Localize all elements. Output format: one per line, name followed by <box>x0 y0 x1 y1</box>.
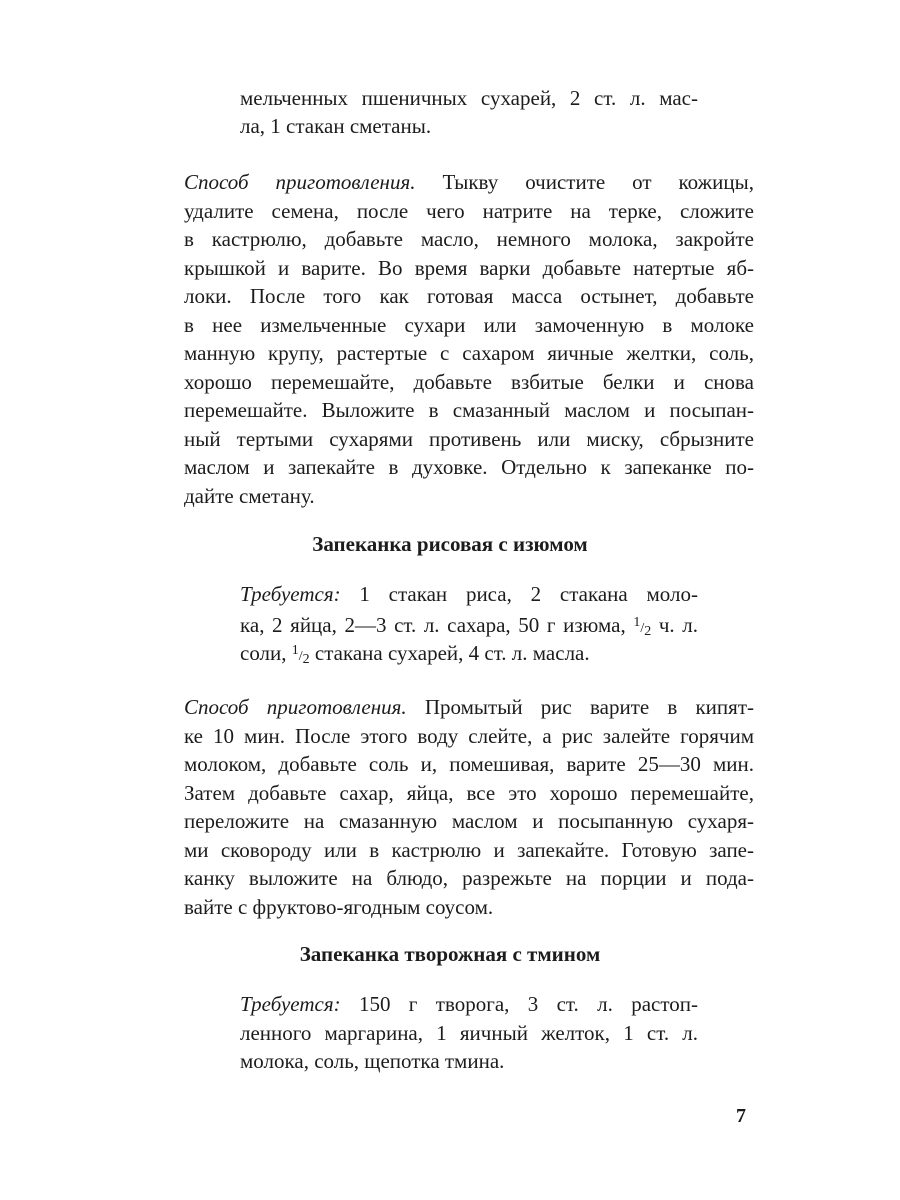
method-paragraph-line: перемешайте. Выложите в смазанный маслом и посыпан- <box>184 398 754 422</box>
recipe-title: Запеканка рисовая с изюмом <box>312 532 588 556</box>
ingredients-text: 150 г творога, 3 ст. л. растоп- <box>340 992 698 1016</box>
method-paragraph-line: Затем добавьте сахар, яйца, все это хорошо перемешайте, <box>184 781 754 805</box>
method-paragraph-line: маслом и запекайте в духовке. Отдельно к запеканке по- <box>184 455 754 479</box>
method-paragraph-line: в нее измельченные сухари или замоченную в молоке <box>184 313 754 337</box>
fraction: 1/2 <box>291 643 310 667</box>
method-paragraph-line <box>184 693 754 721</box>
fraction-numerator: 1 <box>633 615 641 630</box>
ingredients-continued-line-2: ла, 1 стакан сметаны. <box>240 114 432 138</box>
method-paragraph-line: манную крупу, растертые с сахаром яичные желтки, соль, <box>184 341 754 365</box>
method-paragraph-line: хорошо перемешайте, добавьте взбитые белки и снова <box>184 370 754 394</box>
method-paragraph-line: молоком, добавьте соль и, помешивая, варите 25—30 мин. <box>184 752 754 776</box>
ingredients-text: 1 стакан риса, 2 стакана моло- <box>340 582 698 606</box>
method-paragraph-line: удалите семена, после чего натрите на терке, сложите <box>184 199 754 223</box>
ingredients-text: стакана сухарей, 4 ст. л. масла. <box>309 641 590 665</box>
page-number: 7 <box>736 1105 746 1127</box>
ingredients-line: молока, соль, щепотка тмина. <box>240 1049 505 1073</box>
ingredients-text: соли, <box>240 641 292 665</box>
method-paragraph-line: ми сковороду или в кастрюлю и запекайте. Готовую запе- <box>184 838 754 862</box>
method-paragraph-line: ке 10 мин. После этого воду слейте, а рис залейте горячим <box>184 724 754 748</box>
fraction: 1/2 <box>633 615 652 639</box>
method-paragraph-line: крышкой и варите. Во время варки добавьте натертые яб- <box>184 256 754 280</box>
method-label: Способ приготовления. <box>184 695 407 719</box>
ingredients-line: ленного маргарина, 1 яичный желток, 1 ст. л. <box>240 1021 698 1045</box>
method-label: Способ приготовления. <box>184 170 416 194</box>
fraction-denominator: 2 <box>644 624 652 639</box>
recipe-title: Запеканка творожная с тмином <box>299 942 601 966</box>
ingredients-line <box>240 580 698 608</box>
method-paragraph-line: ный тертыми сухарями противень или миску, сбрызните <box>184 427 754 451</box>
method-paragraph-line: канку выложите на блюдо, разрежьте на порции и пода- <box>184 866 754 890</box>
method-paragraph-line: локи. После того как готовая масса остынет, добавьте <box>184 284 754 308</box>
fraction-numerator: 1 <box>291 643 299 658</box>
ingredients-label: Требуется: <box>240 582 341 606</box>
method-paragraph-line: переложите на смазанную маслом и посыпанную сухаря- <box>184 809 754 833</box>
ingredients-line <box>240 990 698 1018</box>
ingredients-label: Требуется: <box>240 992 341 1016</box>
ingredients-continued-line-1: мельченных пшеничных сухарей, 2 ст. л. мас- <box>240 86 698 110</box>
ingredients-text: ч. л. <box>651 613 698 637</box>
method-paragraph-line: в кастрюлю, добавьте масло, немного молока, закройте <box>184 227 754 251</box>
method-paragraph-line: вайте с фруктово-ягодным соусом. <box>184 895 494 919</box>
ingredients-line <box>240 637 698 665</box>
method-text: Тыкву очистите от кожицы, <box>415 170 754 194</box>
fraction-denominator: 2 <box>302 652 310 667</box>
method-paragraph-line <box>184 168 754 196</box>
ingredients-text: ка, 2 яйца, 2—3 ст. л. сахара, 50 г изюма, <box>240 613 634 637</box>
method-paragraph-line: дайте сметану. <box>184 484 315 508</box>
method-text: Промытый рис варите в кипят- <box>406 695 754 719</box>
ingredients-line <box>240 609 698 637</box>
